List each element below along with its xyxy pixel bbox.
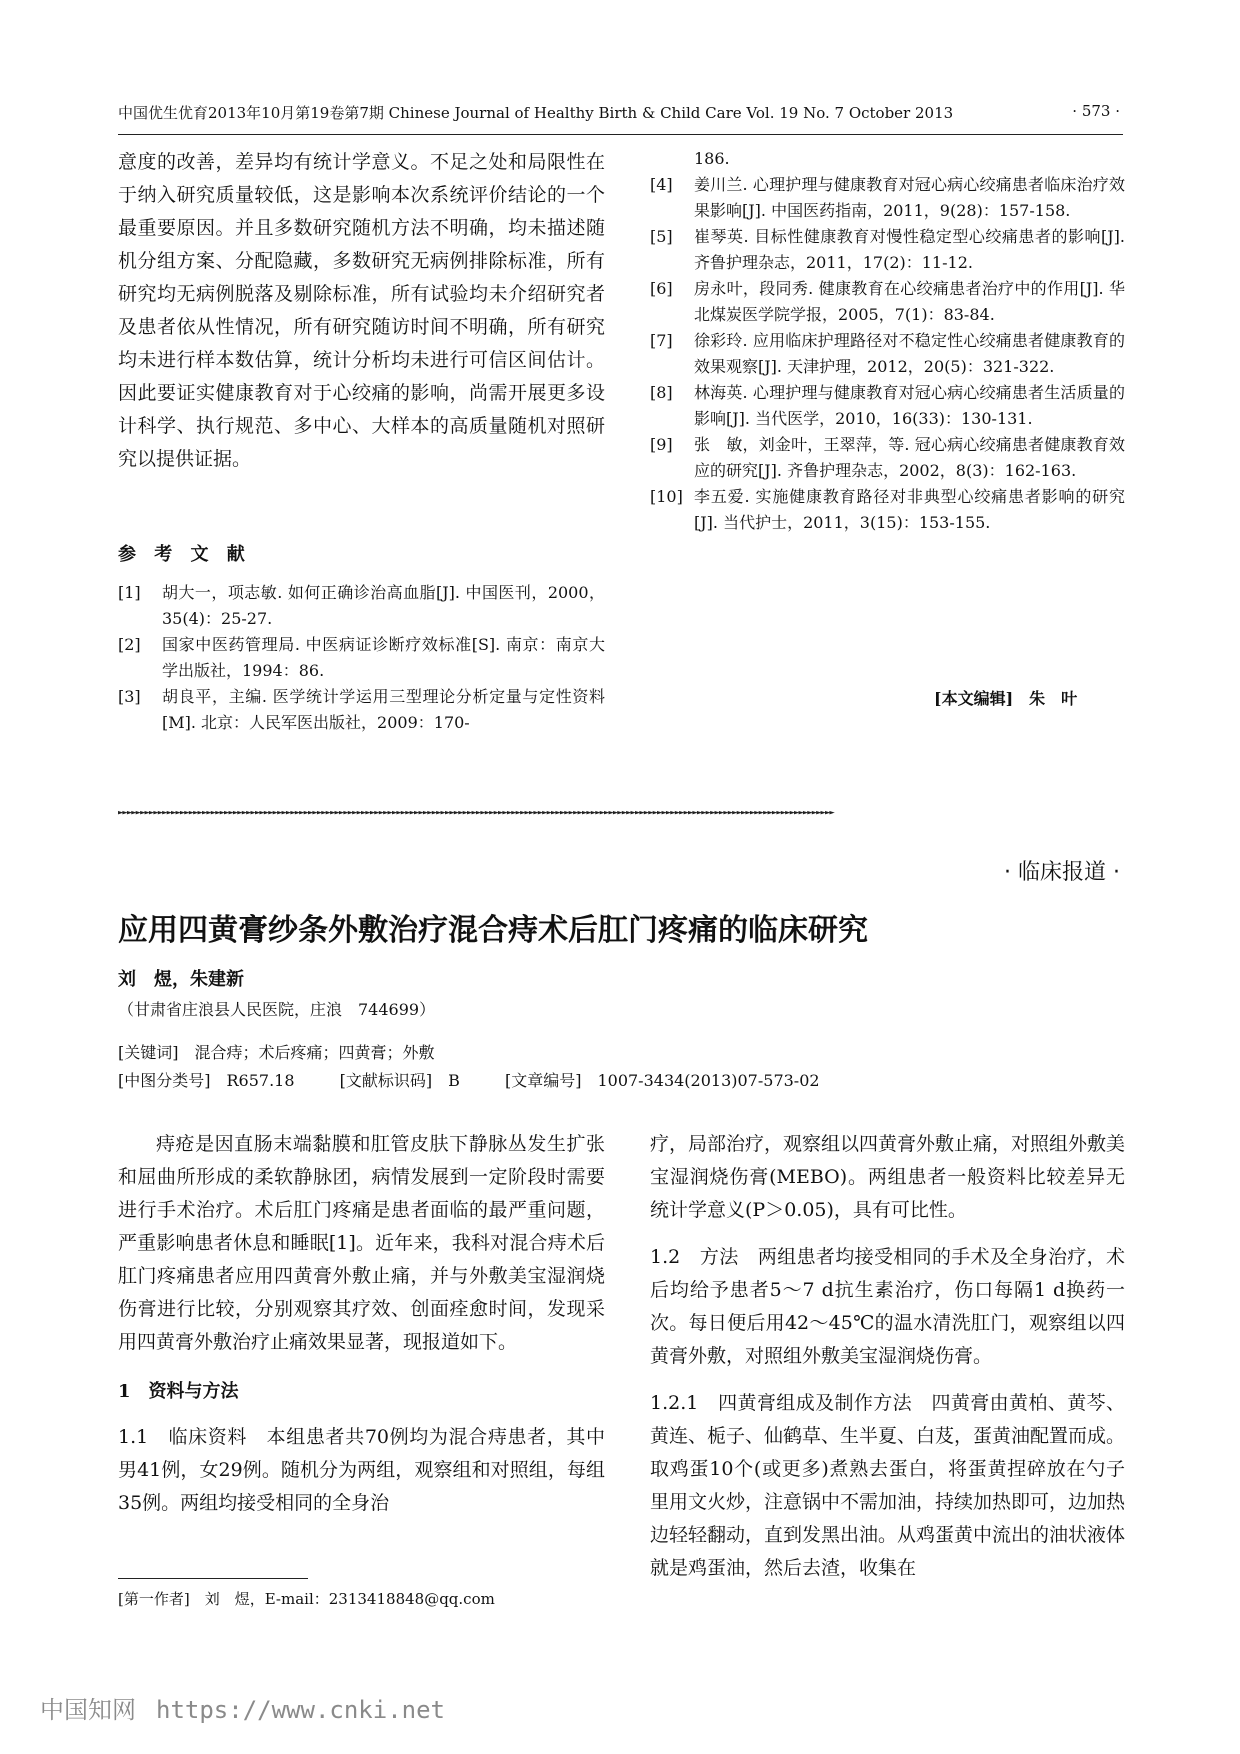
article-number: [文章编号] 1007-3434(2013)07-573-02 <box>504 1071 820 1090</box>
reference-item: [9] 张 敏，刘金叶，王翠萍，等. 冠心病心绞痛患者健康教育效应的研究[J]. 齐鲁护理杂志，2002，8(3)：162-163. <box>650 435 1125 480</box>
clc-number: [中图分类号] R657.18 <box>118 1071 295 1090</box>
section-heading: 1 资料与方法 <box>118 1381 239 1402</box>
article-left-column <box>118 1128 605 1520</box>
header-rule <box>118 134 1123 135</box>
subsection-1-2: 1.2 方法 两组患者均接受相同的手术及全身治疗，术后均给予患者5～7 d抗生素治疗，伤口每隔1 d换药一次。每日便后用42～45℃的温水清洗肛门，观察组以四黄膏外敷，对照组外敷美宝湿润烧伤膏。 <box>650 1246 1125 1367</box>
article-keywords: [关键词] 混合痔；术后疼痛；四黄膏；外敷 <box>118 1043 435 1062</box>
reference-item: [5] 崔琴英. 目标性健康教育对慢性稳定型心绞痛患者的影响[J]. 齐鲁护理杂志，2011，17(2)：11-12. <box>650 227 1125 272</box>
running-header: 中国优生优育2013年10月第19卷第7期 Chinese Journal of Healthy Birth & Child Care Vol. 19 No. 7 October 2013 <box>118 104 954 122</box>
subsection-1-2-1: 1.2.1 四黄膏组成及制作方法 四黄膏由黄柏、黄芩、黄连、栀子、仙鹤草、生半夏、白芨，蛋黄油配置而成。取鸡蛋10个(或更多)煮熟去蛋白，将蛋黄捏碎放在勺子里用文火炒，注意锅中不需加油，持续加热即可，边加热边轻轻翻动，直到发黑出油。从鸡蛋黄中流出的油状液体就是鸡蛋油，然后去渣，收集在 <box>650 1392 1126 1579</box>
author-footnote: [第一作者] 刘 煜，E-mail：2313418848@qq.com <box>118 1590 495 1608</box>
continuation-paragraph: 疗，局部治疗，观察组以四黄膏外敷止痛，对照组外敷美宝湿润烧伤膏(MEBO)。两组患者一般资料比较差异无统计学意义(P＞0.05)，具有可比性。 <box>650 1133 1126 1221</box>
reference-item: [1] 胡大一，项志敏. 如何正确诊治高血脂[J]. 中国医刊，2000，35(4)：25-27. <box>118 583 605 628</box>
reference-item: [6] 房永叶，段同秀. 健康教育在心绞痛患者治疗中的作用[J]. 华北煤炭医学院学报，2005，7(1)：83-84. <box>650 279 1125 324</box>
footnote-rule <box>118 1578 308 1579</box>
references-title: 参 考 文 献 <box>118 544 251 565</box>
references-right <box>650 146 1125 536</box>
article-authors: 刘 煜，朱建新 <box>118 969 244 990</box>
article-title: 应用四黄膏纱条外敷治疗混合痔术后肛门疼痛的临床研究 <box>118 913 868 948</box>
article-separator: ►►►►►►►►►►►►►►►►►►►►►►►►►►►►►►►►►►►►►►►►►►►►►►►►►►►►►►►►►►►►►►►►►►►►►►►►►►►►►►►►►►►►►►►►►►►►►►►►►►►►►►►►►►►►►►►►►►►►►►►►►►►►►►►►►►►►►►►►►►►►►►►►►►►►►►►►►►►►►►►►►► <box>118 810 834 816</box>
prev-conclusion: 意度的改善，差异均有统计学意义。不足之处和局限性在于纳入研究质量较低，这是影响本次系统评价结论的一个最重要原因。并且多数研究随机方法不明确，均未描述随机分组方案、分配隐藏，多数研究无病例排除标准，所有研究均无病例脱落及剔除标准，所有试验均未介绍研究者及患者依从性情况，所有研究随访时间不明确，所有研究均未进行样本数估算，统计分析均未进行可信区间估计。因此要证实健康教育对于心绞痛的影响，尚需开展更多设计科学、执行规范、多中心、大样本的高质量随机对照研究以提供证据。 <box>118 151 605 470</box>
article-right-column <box>650 1128 1125 1585</box>
watermark-url: https://www.cnki.net <box>156 1696 445 1724</box>
reference-item: [2] 国家中医药管理局. 中医病证诊断疗效标准[S]. 南京：南京大学出版社，1994：86. <box>118 635 605 680</box>
reference-item: [7] 徐彩玲. 应用临床护理路径对不稳定性心绞痛患者健康教育的效果观察[J]. 天津护理，2012，20(5)：321-322. <box>650 331 1125 376</box>
watermark-site: 中国知网 <box>40 1696 136 1724</box>
references-left <box>118 580 605 736</box>
editor-note: [本文编辑] 朱 叶 <box>934 689 1078 708</box>
reference-item: [8] 林海英. 心理护理与健康教育对冠心病心绞痛患者生活质量的影响[J]. 当代医学，2010，16(33)：130-131. <box>650 383 1125 428</box>
document-code: [文献标识码] B <box>339 1071 460 1090</box>
subsection-1-1: 1.1 临床资料 本组患者共70例均为混合痔患者，其中男41例，女29例。随机分为两组，观察组和对照组，每组35例。两组均接受相同的全身治 <box>118 1426 605 1514</box>
page-number: · 573 · <box>1072 102 1120 120</box>
cnki-watermark <box>40 1690 445 1725</box>
section-tag: · 临床报道 · <box>1004 860 1120 885</box>
article-affiliation: （甘肃省庄浪县人民医院，庄浪 744699） <box>118 1000 436 1019</box>
intro-paragraph: 痔疮是因直肠末端黏膜和肛管皮肤下静脉丛发生扩张和屈曲所形成的柔软静脉团，病情发展到一定阶段时需要进行手术治疗。术后肛门疼痛是患者面临的最严重问题，严重影响患者休息和睡眠[1]。近年来，我科对混合痔术后肛门疼痛患者应用四黄膏外敷止痛，并与外敷美宝湿润烧伤膏进行比较，分别观察其疗效、创面痊愈时间，发现采用四黄膏外敷治疗止痛效果显著，现报道如下。 <box>118 1133 605 1353</box>
reference-item: [4] 姜川兰. 心理护理与健康教育对冠心病心绞痛患者临床治疗效果影响[J]. 中国医药指南，2011，9(28)：157-158. <box>650 175 1125 220</box>
article-classification <box>118 1068 860 1091</box>
reference-continuation: 186. <box>694 149 730 168</box>
reference-item: [3] 胡良平，主编. 医学统计学运用三型理论分析定量与定性资料[M]. 北京：人民军医出版社，2009：170- <box>118 687 605 732</box>
reference-item: [10] 李五爱. 实施健康教育路径对非典型心绞痛患者影响的研究[J]. 当代护士，2011，3(15)：153-155. <box>650 487 1125 532</box>
